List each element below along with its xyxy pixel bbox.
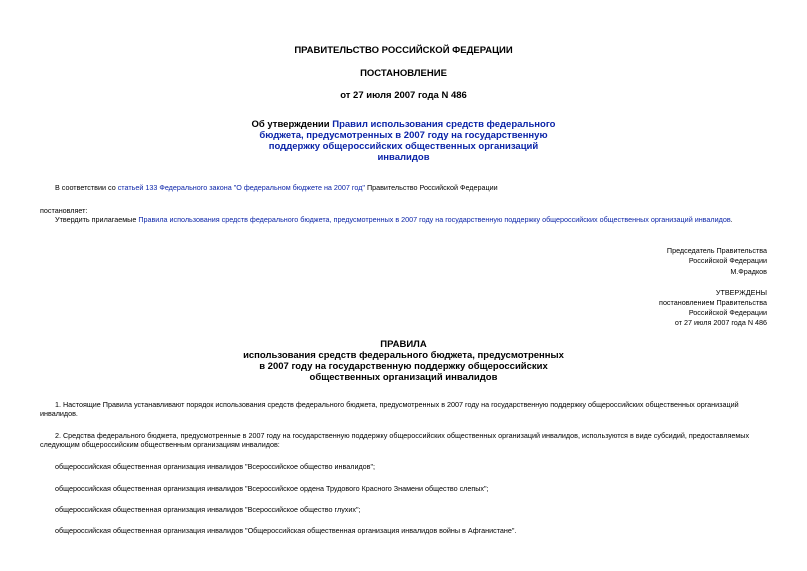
decree-keyword: постановляет: xyxy=(40,206,88,215)
list-item: общероссийская общественная организация инвалидов "Всероссийское общество глухих"; xyxy=(55,505,361,514)
signature-position: Председатель Правительства xyxy=(666,246,767,255)
approved-heading: УТВЕРЖДЕНЫ xyxy=(715,288,767,297)
title-prefix: Об утверждении xyxy=(251,119,333,130)
preamble xyxy=(55,183,498,192)
approved-line-4: от 27 июля 2007 года N 486 xyxy=(674,318,767,327)
preamble-text-1: В соответствии со xyxy=(55,183,118,192)
signature-country: Российской Федерации xyxy=(688,256,767,265)
rules-title-link-2[interactable]: бюджета, предусмотренных в 2007 году на государственную xyxy=(259,130,548,141)
list-item: общероссийская общественная организация инвалидов "Всероссийское ордена Трудового Красного Знамени общество слепых"; xyxy=(55,484,489,493)
paragraph-2-line-2: следующим общероссийским общественным организациям инвалидов: xyxy=(40,440,280,449)
signature-name: М.Фрадков xyxy=(730,267,767,276)
paragraph-2-line-1: 2. Средства федерального бюджета, предусмотренные в 2007 году на государственную поддержку общероссийских общественных организаций инвалидов, используются в виде субсидий, предоставляемых xyxy=(55,431,750,440)
rules-subtitle-1: использования средств федерального бюджета, предусмотренных xyxy=(243,350,564,361)
decree-text-2: . xyxy=(730,215,733,224)
approved-line-3: Российской Федерации xyxy=(688,308,767,317)
rules-link[interactable]: Правила использования средств федерального бюджета, предусмотренных в 2007 году на государственную поддержку общероссийских общественных организаций инвалидов xyxy=(138,215,731,224)
rules-subtitle-2: в 2007 году на государственную поддержку общероссийских xyxy=(259,361,548,372)
document-type-heading: ПОСТАНОВЛЕНИЕ xyxy=(360,68,447,79)
preamble-text-2: Правительство Российской Федерации xyxy=(364,183,498,192)
federal-law-link[interactable]: статьей 133 Федерального закона "О федеральном бюджете на 2007 год" xyxy=(117,183,365,192)
rules-title-link-1[interactable]: Правил использования средств федерального xyxy=(332,119,556,130)
rules-heading: ПРАВИЛА xyxy=(380,339,427,350)
government-heading: ПРАВИТЕЛЬСТВО РОССИЙСКОЙ ФЕДЕРАЦИИ xyxy=(294,45,513,56)
document-date-number: от 27 июля 2007 года N 486 xyxy=(340,90,467,101)
list-item: общероссийская общественная организация инвалидов "Общероссийская общественная организация инвалидов войны в Афганистане". xyxy=(55,526,517,535)
list-item: общероссийская общественная организация инвалидов "Всероссийское общество инвалидов"; xyxy=(55,462,376,471)
document-title xyxy=(0,119,807,130)
rules-subtitle-3: общественных организаций инвалидов xyxy=(309,372,498,383)
approved-line-2: постановлением Правительства xyxy=(659,298,767,307)
rules-title-link-4[interactable]: инвалидов xyxy=(377,152,430,163)
decree-text-1: Утвердить прилагаемые xyxy=(55,215,139,224)
rules-title-link-3[interactable]: поддержку общероссийских общественных организаций xyxy=(268,141,539,152)
paragraph-1-line-2: инвалидов. xyxy=(40,409,78,418)
decree-text xyxy=(55,215,733,224)
paragraph-1-line-1: 1. Настоящие Правила устанавливают порядок использования средств федерального бюджета, предусмотренных в 2007 году на государственную поддержку общероссийских общественных организаций xyxy=(55,400,739,409)
